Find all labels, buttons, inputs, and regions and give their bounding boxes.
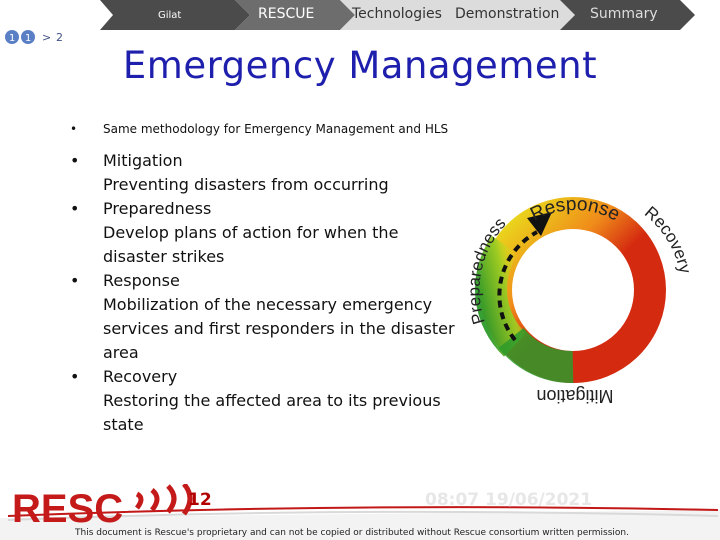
bullet-list (70, 120, 460, 437)
bullet-description: Preventing disasters from occurring (103, 175, 389, 194)
tab-gilat[interactable]: Gilat (158, 10, 182, 21)
footer-disclaimer: This document is Rescue's proprietary and can not be copied or distributed without Rescue consortium written permission. (75, 528, 629, 538)
label-recovery: Recovery (641, 202, 695, 276)
rescue-logo-icon (12, 484, 212, 530)
tab-rescue[interactable]: RESCUE (258, 6, 315, 22)
list-item (70, 269, 460, 365)
list-item (70, 120, 460, 139)
bullet-text: Same methodology for Emergency Management and HLS (103, 122, 449, 136)
svg-text:1: 1 (25, 33, 32, 44)
bullet-description: Mobilization of the necessary emergency services and first responders in the disaster area (103, 295, 455, 362)
bullet-description: Restoring the affected area to its previous state (103, 391, 441, 434)
top-navigation (0, 0, 720, 32)
label-preparedness: Preparedness (464, 213, 510, 327)
svg-text:>: > (42, 31, 52, 44)
tab-technologies[interactable]: Technologies (352, 6, 442, 22)
emergency-cycle-diagram (455, 170, 695, 410)
svg-text:RESC: RESC (12, 487, 124, 530)
tab-summary[interactable]: Summary (590, 6, 658, 22)
tab-demonstration[interactable]: Demonstration (455, 6, 560, 22)
bullet-description: Develop plans of action for when the disaster strikes (103, 223, 399, 266)
label-mitigation: Mitigation (536, 386, 614, 406)
bullet-heading: Mitigation (103, 151, 183, 170)
bullet-heading: Response (103, 271, 180, 290)
page-title: Emergency Management (122, 44, 598, 87)
page-number: 12 (188, 490, 212, 510)
list-item (70, 197, 460, 269)
svg-text:2: 2 (56, 31, 63, 44)
footer-datetime: 08:07 19/06/2021 (425, 490, 593, 510)
list-item (70, 365, 460, 437)
bullet-heading: Recovery (103, 367, 178, 386)
list-item (70, 149, 460, 197)
label-response: Response (527, 193, 624, 226)
svg-text:1: 1 (9, 33, 16, 44)
bullet-heading: Preparedness (103, 199, 212, 218)
